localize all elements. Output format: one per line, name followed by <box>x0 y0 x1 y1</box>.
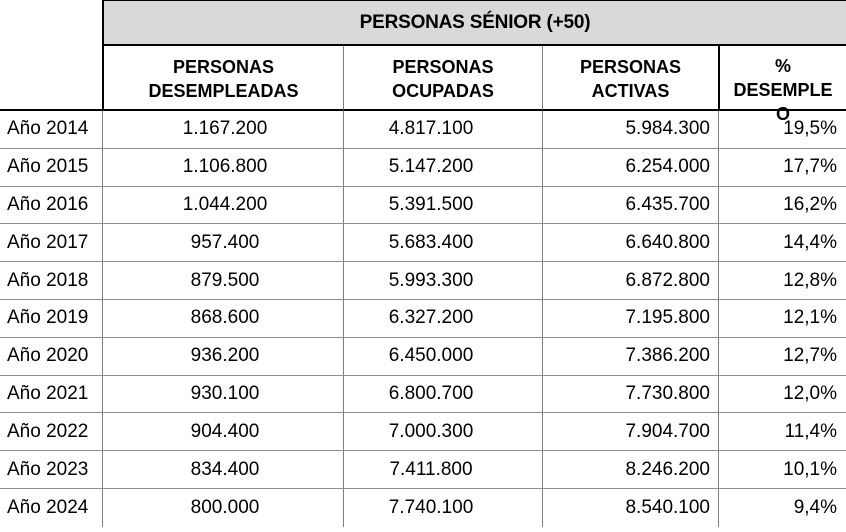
activas-cell[interactable]: 8.540.100 <box>542 489 718 527</box>
desempleadas-cell[interactable]: 800.000 <box>102 489 343 527</box>
year-cell[interactable]: Año 2019 <box>7 307 89 329</box>
header-line: DESEMPLEADAS <box>148 80 299 101</box>
table-row <box>0 262 846 300</box>
table-body <box>0 111 846 527</box>
ocupadas-cell[interactable]: 5.147.200 <box>343 149 542 186</box>
activas-cell[interactable]: 7.195.800 <box>542 300 718 337</box>
desempleadas-cell[interactable]: 1.044.200 <box>102 187 343 224</box>
desempleadas-cell[interactable]: 930.100 <box>102 376 343 413</box>
activas-cell[interactable]: 6.254.000 <box>542 149 718 186</box>
table-row <box>0 149 846 187</box>
activas-cell[interactable]: 5.984.300 <box>542 111 718 148</box>
table-row <box>0 376 846 414</box>
activas-cell[interactable]: 6.435.700 <box>542 187 718 224</box>
activas-cell[interactable]: 6.872.800 <box>542 262 718 299</box>
table-row <box>0 224 846 262</box>
year-cell[interactable]: Año 2016 <box>7 193 89 215</box>
ocupadas-cell[interactable]: 6.450.000 <box>343 338 542 375</box>
table-row <box>0 451 846 489</box>
table-row <box>0 111 846 149</box>
header-line-clipped: O <box>775 104 790 124</box>
header-line: PERSONAS <box>392 56 494 77</box>
year-cell[interactable]: Año 2023 <box>7 458 89 480</box>
header-line: PERSONAS <box>579 56 682 77</box>
desempleadas-cell[interactable]: 834.400 <box>102 451 343 488</box>
desempleadas-cell[interactable]: 1.167.200 <box>102 111 343 148</box>
ocupadas-cell[interactable]: 5.683.400 <box>343 224 542 261</box>
pct-cell[interactable]: 12,7% <box>718 338 846 375</box>
ocupadas-cell[interactable]: 7.740.100 <box>343 489 542 527</box>
table-row <box>0 187 846 225</box>
pct-cell[interactable]: 11,4% <box>718 413 846 450</box>
year-cell[interactable]: Año 2015 <box>7 156 89 178</box>
desempleadas-cell[interactable]: 879.500 <box>102 262 343 299</box>
activas-cell[interactable]: 8.246.200 <box>542 451 718 488</box>
header-pct-desempleo[interactable] <box>718 46 846 124</box>
ocupadas-cell[interactable]: 7.411.800 <box>343 451 542 488</box>
year-cell[interactable]: Año 2014 <box>7 118 89 140</box>
table-row <box>0 413 846 451</box>
activas-cell[interactable]: 7.386.200 <box>542 338 718 375</box>
pct-cell[interactable]: 9,4% <box>718 489 846 527</box>
header-desempleadas[interactable] <box>102 46 343 111</box>
ocupadas-cell[interactable]: 6.327.200 <box>343 300 542 337</box>
table-row <box>0 489 846 527</box>
pct-cell[interactable]: 19,5% <box>718 111 846 148</box>
header-activas[interactable] <box>542 46 718 111</box>
desempleadas-cell[interactable]: 957.400 <box>102 224 343 261</box>
pct-cell[interactable]: 14,4% <box>718 224 846 261</box>
desempleadas-cell[interactable]: 1.106.800 <box>102 149 343 186</box>
ocupadas-cell[interactable]: 7.000.300 <box>343 413 542 450</box>
header-line: OCUPADAS <box>392 80 494 101</box>
desempleadas-cell[interactable]: 936.200 <box>102 338 343 375</box>
activas-cell[interactable]: 7.730.800 <box>542 376 718 413</box>
year-cell[interactable]: Año 2021 <box>7 382 89 404</box>
year-cell[interactable]: Año 2018 <box>7 269 89 291</box>
activas-cell[interactable]: 7.904.700 <box>542 413 718 450</box>
header-line: DESEMPLE <box>733 80 833 100</box>
header-line: % <box>774 56 791 76</box>
table-row <box>0 338 846 376</box>
desempleadas-cell[interactable]: 868.600 <box>102 300 343 337</box>
year-cell[interactable]: Año 2024 <box>7 496 89 518</box>
pct-cell[interactable]: 12,0% <box>718 376 846 413</box>
year-cell[interactable]: Año 2022 <box>7 420 89 442</box>
desempleadas-cell[interactable]: 904.400 <box>102 413 343 450</box>
activas-cell[interactable]: 6.640.800 <box>542 224 718 261</box>
ocupadas-cell[interactable]: 5.993.300 <box>343 262 542 299</box>
year-cell[interactable]: Año 2017 <box>7 231 89 253</box>
header-ocupadas[interactable] <box>343 46 542 111</box>
table-title[interactable]: PERSONAS SÉNIOR (+50) <box>102 0 846 46</box>
ocupadas-cell[interactable]: 5.391.500 <box>343 187 542 224</box>
header-line: PERSONAS <box>172 56 275 77</box>
pct-cell[interactable]: 16,2% <box>718 187 846 224</box>
header-line: ACTIVAS <box>591 80 670 101</box>
ocupadas-cell[interactable]: 4.817.100 <box>343 111 542 148</box>
pct-cell[interactable]: 17,7% <box>718 149 846 186</box>
pct-cell[interactable]: 10,1% <box>718 451 846 488</box>
year-cell[interactable]: Año 2020 <box>7 345 89 367</box>
pct-cell[interactable]: 12,8% <box>718 262 846 299</box>
table-row <box>0 300 846 338</box>
ocupadas-cell[interactable]: 6.800.700 <box>343 376 542 413</box>
pct-cell[interactable]: 12,1% <box>718 300 846 337</box>
